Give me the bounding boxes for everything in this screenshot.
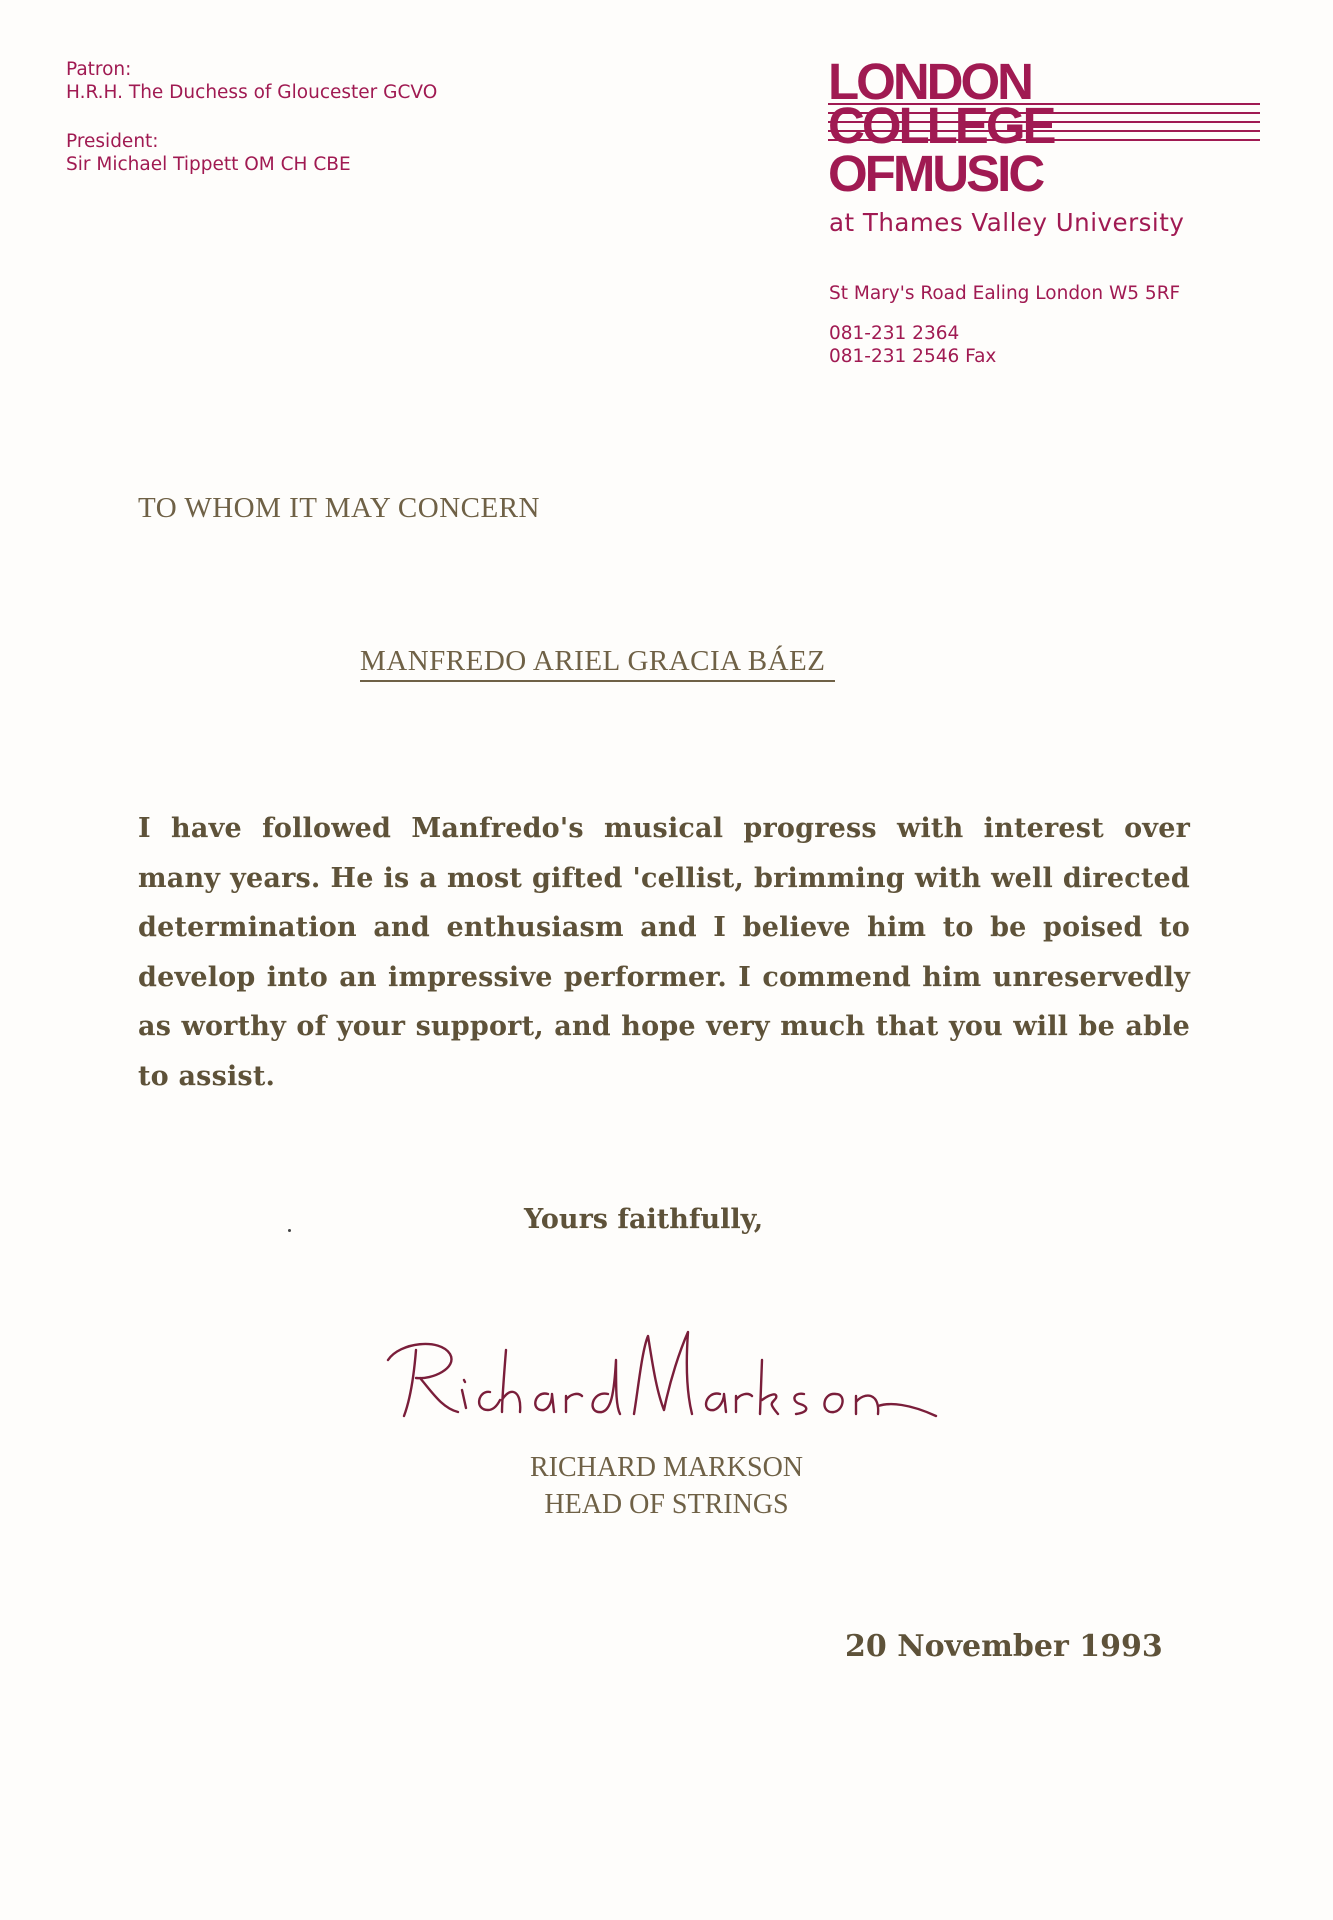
patron-block	[66, 58, 437, 176]
patron-name: H.R.H. The Duchess of Gloucester GCVO	[66, 82, 438, 103]
phone-number: 081-231 2364	[829, 323, 960, 344]
salutation: TO WHOM IT MAY CONCERN	[138, 492, 541, 524]
institution-name: at Thames Valley University	[829, 208, 1185, 237]
letter-date: 20 November 1993	[845, 1629, 1163, 1664]
fax-number: 081-231 2546 Fax	[829, 346, 997, 367]
contact-block	[829, 282, 1180, 368]
paper-speck	[288, 1229, 291, 1232]
signer-name: RICHARD MARKSON	[529, 1452, 804, 1483]
closing: Yours faithfully,	[524, 1204, 764, 1235]
patron-label: Patron:	[66, 59, 132, 80]
logo-line-of-music: OFMUSIC	[828, 145, 1043, 202]
signature-drawing	[380, 1320, 960, 1435]
letter-body: I have followed Manfredo's musical progress with interest over many years. He is a most gifted 'cellist, brimming with well directed determination and enthusiasm and I believe him to be poised to develop into an impressive performer. I commend him unreservedly as worthy of your support, and hope very much that you will be able to assist.	[138, 813, 1190, 1092]
signer-title: HEAD OF STRINGS	[544, 1489, 789, 1520]
subject-line: MANFREDO ARIEL GRACIA BÁEZ	[360, 645, 835, 682]
president-label: President:	[66, 131, 159, 152]
president-name: Sir Michael Tippett OM CH CBE	[66, 154, 351, 175]
college-logo	[828, 53, 1258, 208]
logo-line-college: COLLEGE	[828, 97, 1054, 154]
handwritten-signature	[380, 1320, 960, 1435]
address-line: St Mary's Road Ealing London W5 5RF	[829, 283, 1181, 304]
logo-line-london: LONDON	[828, 53, 1031, 110]
signer-block	[378, 1449, 955, 1523]
